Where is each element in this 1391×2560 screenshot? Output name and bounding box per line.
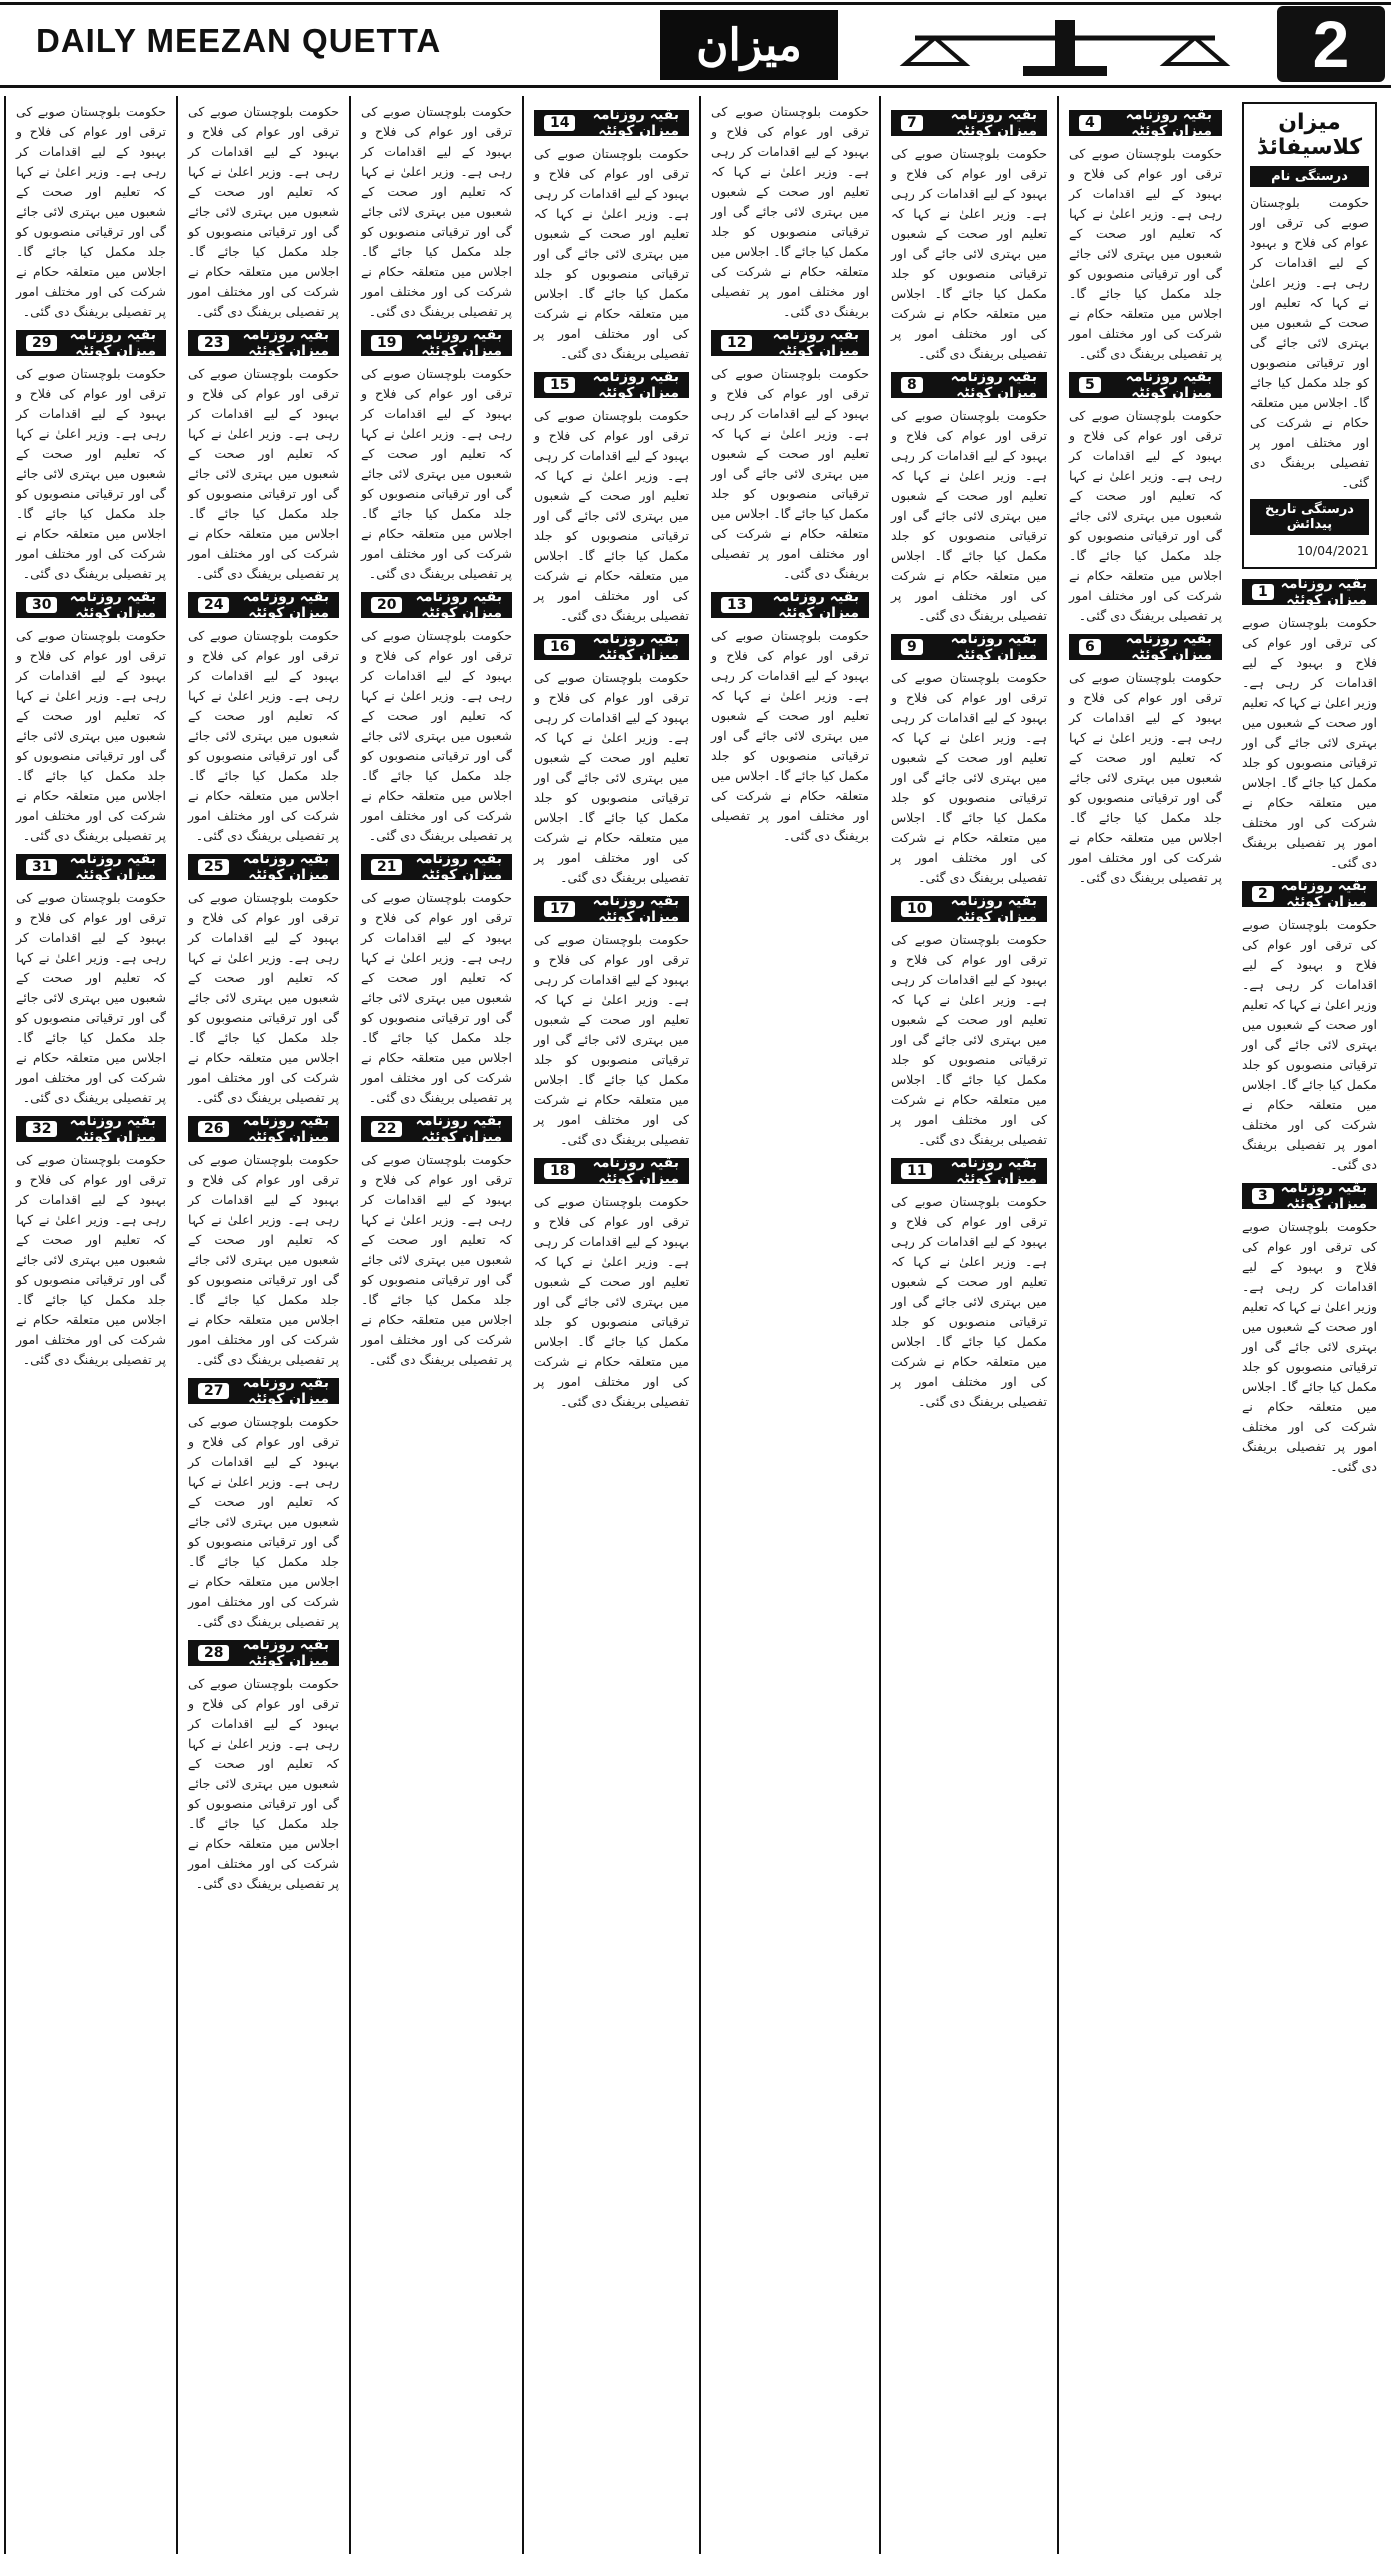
header-number: 19	[371, 335, 402, 351]
article-text: حکومت بلوچستان صوبے کی ترقی اور عوام کی فلاح و بہبود کے لیے اقدامات کر رہی ہے۔ وزیر اعلیٰ نے کہا کہ تعلیم اور صحت کے شعبوں میں بہتری لائی جائے گی اور ترقیاتی منصوبوں کو جلد مکمل کیا جائے گا۔ اجلاس میں متعلقہ حکام نے شرکت کی اور مختلف امور پر تفصیلی بریفنگ دی گئی۔	[891, 146, 1047, 361]
header-number: 6	[1079, 639, 1101, 655]
continuation-header	[361, 589, 512, 621]
column-3	[879, 96, 1057, 2554]
article-text: حکومت بلوچستان صوبے کی ترقی اور عوام کی فلاح و بہبود کے لیے اقدامات کر رہی ہے۔ وزیر اعلیٰ نے کہا کہ تعلیم اور صحت کے شعبوں میں بہتری لائی جائے گی اور ترقیاتی منصوبوں کو جلد مکمل کیا جائے گا۔ اجلاس میں متعلقہ حکام نے شرکت کی اور مختلف امور پر تفصیلی بریفنگ دی گئی۔	[16, 628, 166, 843]
page-number: 2	[1277, 6, 1385, 82]
article-text: حکومت بلوچستان صوبے کی ترقی اور عوام کی فلاح و بہبود کے لیے اقدامات کر رہی ہے۔ وزیر اعلیٰ نے کہا کہ تعلیم اور صحت کے شعبوں میں بہتری لائی جائے گی اور ترقیاتی منصوبوں کو جلد مکمل کیا جائے گا۔ اجلاس میں متعلقہ حکام نے شرکت کی اور مختلف امور پر تفصیلی بریفنگ دی گئی۔	[188, 104, 339, 319]
article-text: حکومت بلوچستان صوبے کی ترقی اور عوام کی فلاح و بہبود کے لیے اقدامات کر رہی ہے۔ وزیر اعلیٰ نے کہا کہ تعلیم اور صحت کے شعبوں میں بہتری لائی جائے گی اور ترقیاتی منصوبوں کو جلد مکمل کیا جائے گا۔ اجلاس میں متعلقہ حکام نے شرکت کی اور مختلف امور پر تفصیلی بریفنگ دی گئی۔	[534, 1194, 689, 1409]
column-7	[176, 96, 349, 2554]
header-number: 5	[1079, 377, 1101, 393]
column-2	[1057, 96, 1232, 2554]
header-label: بقیہ روزنامہ میزان کوئٹہ	[242, 1637, 329, 1669]
header-label: بقیہ روزنامہ میزان کوئٹہ	[772, 327, 859, 359]
header-label: بقیہ روزنامہ میزان کوئٹہ	[1280, 1180, 1367, 1212]
header-number: 18	[544, 1163, 575, 1179]
scales-icon	[895, 12, 1235, 78]
continuation-header	[891, 893, 1047, 925]
column-4	[699, 96, 879, 2554]
header-number: 4	[1079, 115, 1101, 131]
dob-change-heading: درستگی تاریخ پیدائش	[1250, 499, 1369, 535]
header-label: بقیہ روزنامہ میزان کوئٹہ	[950, 1155, 1037, 1187]
continuation-header	[534, 107, 689, 139]
article-text: حکومت بلوچستان صوبے کی ترقی اور عوام کی فلاح و بہبود کے لیے اقدامات کر رہی ہے۔ وزیر اعلیٰ نے کہا کہ تعلیم اور صحت کے شعبوں میں بہتری لائی جائے گی اور ترقیاتی منصوبوں کو جلد مکمل کیا جائے گا۔ اجلاس میں متعلقہ حکام نے شرکت کی اور مختلف امور پر تفصیلی بریفنگ دی گئی۔	[891, 1194, 1047, 1409]
article-text: حکومت بلوچستان صوبے کی ترقی اور عوام کی فلاح و بہبود کے لیے اقدامات کر رہی ہے۔ وزیر اعلیٰ نے کہا کہ تعلیم اور صحت کے شعبوں میں بہتری لائی جائے گی اور ترقیاتی منصوبوں کو جلد مکمل کیا جائے گا۔ اجلاس میں متعلقہ حکام نے شرکت کی اور مختلف امور پر تفصیلی بریفنگ دی گئی۔	[891, 670, 1047, 885]
article-text: حکومت بلوچستان صوبے کی ترقی اور عوام کی فلاح و بہبود کے لیے اقدامات کر رہی ہے۔ وزیر اعلیٰ نے کہا کہ تعلیم اور صحت کے شعبوں میں بہتری لائی جائے گی اور ترقیاتی منصوبوں کو جلد مکمل کیا جائے گا۔ اجلاس میں متعلقہ حکام نے شرکت کی اور مختلف امور پر تفصیلی بریفنگ دی گئی۔	[16, 104, 166, 319]
header-number: 1	[1252, 584, 1274, 600]
continuation-header	[1069, 107, 1222, 139]
header-label: بقیہ روزنامہ میزان کوئٹہ	[415, 589, 502, 621]
header-number: 27	[198, 1383, 229, 1399]
article-text: حکومت بلوچستان صوبے کی ترقی اور عوام کی فلاح و بہبود کے لیے اقدامات کر رہی ہے۔ وزیر اعلیٰ نے کہا کہ تعلیم اور صحت کے شعبوں میں بہتری لائی جائے گی اور ترقیاتی منصوبوں کو جلد مکمل کیا جائے گا۔ اجلاس میں متعلقہ حکام نے شرکت کی اور مختلف امور پر تفصیلی بریفنگ دی گئی۔	[711, 366, 869, 581]
header-number: 12	[721, 335, 752, 351]
article-text: حکومت بلوچستان صوبے کی ترقی اور عوام کی فلاح و بہبود کے لیے اقدامات کر رہی ہے۔ وزیر اعلیٰ نے کہا کہ تعلیم اور صحت کے شعبوں میں بہتری لائی جائے گی اور ترقیاتی منصوبوں کو جلد مکمل کیا جائے گا۔ اجلاس میں متعلقہ حکام نے شرکت کی اور مختلف امور پر تفصیلی بریفنگ دی گئی۔	[361, 1152, 512, 1367]
top-rule	[0, 2, 1391, 5]
bottom-rule	[0, 85, 1391, 88]
continuation-header	[891, 1155, 1047, 1187]
article-text: حکومت بلوچستان صوبے کی ترقی اور عوام کی فلاح و بہبود کے لیے اقدامات کر رہی ہے۔ وزیر اعلیٰ نے کہا کہ تعلیم اور صحت کے شعبوں میں بہتری لائی جائے گی اور ترقیاتی منصوبوں کو جلد مکمل کیا جائے گا۔ اجلاس میں متعلقہ حکام نے شرکت کی اور مختلف امور پر تفصیلی بریفنگ دی گئی۔	[1242, 1219, 1377, 1474]
article-text: حکومت بلوچستان صوبے کی ترقی اور عوام کی فلاح و بہبود کے لیے اقدامات کر رہی ہے۔ وزیر اعلیٰ نے کہا کہ تعلیم اور صحت کے شعبوں میں بہتری لائی جائے گی اور ترقیاتی منصوبوں کو جلد مکمل کیا جائے گا۔ اجلاس میں متعلقہ حکام نے شرکت کی اور مختلف امور پر تفصیلی بریفنگ دی گئی۔	[188, 1676, 339, 1891]
header-number: 25	[198, 859, 229, 875]
header-label: بقیہ روزنامہ میزان کوئٹہ	[69, 1113, 156, 1145]
dob-date: 10/04/2021	[1296, 543, 1369, 558]
article-text: حکومت بلوچستان صوبے کی ترقی اور عوام کی فلاح و بہبود کے لیے اقدامات کر رہی ہے۔ وزیر اعلیٰ نے کہا کہ تعلیم اور صحت کے شعبوں میں بہتری لائی جائے گی اور ترقیاتی منصوبوں کو جلد مکمل کیا جائے گا۔ اجلاس میں متعلقہ حکام نے شرکت کی اور مختلف امور پر تفصیلی بریفنگ دی گئی۔	[188, 628, 339, 843]
classified-title: میزان کلاسیفائڈ	[1256, 110, 1363, 160]
article-text: حکومت بلوچستان صوبے کی ترقی اور عوام کی فلاح و بہبود کے لیے اقدامات کر رہی ہے۔ وزیر اعلیٰ نے کہا کہ تعلیم اور صحت کے شعبوں میں بہتری لائی جائے گی اور ترقیاتی منصوبوں کو جلد مکمل کیا جائے گا۔ اجلاس میں متعلقہ حکام نے شرکت کی اور مختلف امور پر تفصیلی بریفنگ دی گئی۔	[891, 408, 1047, 623]
continuation-header	[1242, 576, 1377, 608]
article-text: حکومت بلوچستان صوبے کی ترقی اور عوام کی فلاح و بہبود کے لیے اقدامات کر رہی ہے۔ وزیر اعلیٰ نے کہا کہ تعلیم اور صحت کے شعبوں میں بہتری لائی جائے گی اور ترقیاتی منصوبوں کو جلد مکمل کیا جائے گا۔ اجلاس میں متعلقہ حکام نے شرکت کی اور مختلف امور پر تفصیلی بریفنگ دی گئی۔	[1069, 670, 1222, 885]
continuation-header	[1069, 631, 1222, 663]
header-label: بقیہ روزنامہ میزان کوئٹہ	[592, 107, 679, 139]
header-label: بقیہ روزنامہ میزان کوئٹہ	[242, 327, 329, 359]
header-number: 13	[721, 597, 752, 613]
header-label: بقیہ روزنامہ میزان کوئٹہ	[242, 1375, 329, 1407]
continuation-header	[534, 369, 689, 401]
header-label: بقیہ روزنامہ میزان کوئٹہ	[592, 893, 679, 925]
column-1	[1232, 96, 1387, 2554]
article-text: حکومت بلوچستان صوبے کی ترقی اور عوام کی فلاح و بہبود کے لیے اقدامات کر رہی ہے۔ وزیر اعلیٰ نے کہا کہ تعلیم اور صحت کے شعبوں میں بہتری لائی جائے گی اور ترقیاتی منصوبوں کو جلد مکمل کیا جائے گا۔ اجلاس میں متعلقہ حکام نے شرکت کی اور مختلف امور پر تفصیلی بریفنگ دی گئی۔	[1069, 146, 1222, 361]
header-number: 2	[1252, 886, 1274, 902]
header-number: 20	[371, 597, 402, 613]
article-text: حکومت بلوچستان صوبے کی ترقی اور عوام کی فلاح و بہبود کے لیے اقدامات کر رہی ہے۔ وزیر اعلیٰ نے کہا کہ تعلیم اور صحت کے شعبوں میں بہتری لائی جائے گی اور ترقیاتی منصوبوں کو جلد مکمل کیا جائے گا۔ اجلاس میں متعلقہ حکام نے شرکت کی اور مختلف امور پر تفصیلی بریفنگ دی گئی۔	[16, 890, 166, 1105]
continuation-header	[361, 327, 512, 359]
article-text: حکومت بلوچستان صوبے کی ترقی اور عوام کی فلاح و بہبود کے لیے اقدامات کر رہی ہے۔ وزیر اعلیٰ نے کہا کہ تعلیم اور صحت کے شعبوں میں بہتری لائی جائے گی اور ترقیاتی منصوبوں کو جلد مکمل کیا جائے گا۔ اجلاس میں متعلقہ حکام نے شرکت کی اور مختلف امور پر تفصیلی بریفنگ دی گئی۔	[891, 932, 1047, 1147]
article-text: حکومت بلوچستان صوبے کی ترقی اور عوام کی فلاح و بہبود کے لیے اقدامات کر رہی ہے۔ وزیر اعلیٰ نے کہا کہ تعلیم اور صحت کے شعبوں میں بہتری لائی جائے گی اور ترقیاتی منصوبوں کو جلد مکمل کیا جائے گا۔ اجلاس میں متعلقہ حکام نے شرکت کی اور مختلف امور پر تفصیلی بریفنگ دی گئی۔	[188, 890, 339, 1105]
continuation-header	[16, 851, 166, 883]
header-label: بقیہ روزنامہ میزان کوئٹہ	[950, 631, 1037, 663]
article-text: حکومت بلوچستان صوبے کی ترقی اور عوام کی فلاح و بہبود کے لیے اقدامات کر رہی ہے۔ وزیر اعلیٰ نے کہا کہ تعلیم اور صحت کے شعبوں میں بہتری لائی جائے گی اور ترقیاتی منصوبوں کو جلد مکمل کیا جائے گا۔ اجلاس میں متعلقہ حکام نے شرکت کی اور مختلف امور پر تفصیلی بریفنگ دی گئی۔	[711, 628, 869, 843]
header-label: بقیہ روزنامہ میزان کوئٹہ	[1280, 878, 1367, 910]
header-number: 16	[544, 639, 575, 655]
continuation-header	[1242, 878, 1377, 910]
continuation-header	[1069, 369, 1222, 401]
continuation-header	[891, 631, 1047, 663]
header-label: بقیہ روزنامہ میزان کوئٹہ	[69, 327, 156, 359]
header-label: بقیہ روزنامہ میزان کوئٹہ	[950, 893, 1037, 925]
article-text: حکومت بلوچستان صوبے کی ترقی اور عوام کی فلاح و بہبود کے لیے اقدامات کر رہی ہے۔ وزیر اعلیٰ نے کہا کہ تعلیم اور صحت کے شعبوں میں بہتری لائی جائے گی اور ترقیاتی منصوبوں کو جلد مکمل کیا جائے گا۔ اجلاس میں متعلقہ حکام نے شرکت کی اور مختلف امور پر تفصیلی بریفنگ دی گئی۔	[16, 366, 166, 581]
header-number: 32	[26, 1121, 57, 1137]
classified-box	[1242, 102, 1377, 569]
header-number: 23	[198, 335, 229, 351]
header-label: بقیہ روزنامہ میزان کوئٹہ	[1125, 631, 1212, 663]
continuation-header	[188, 1113, 339, 1145]
article-text: حکومت بلوچستان صوبے کی ترقی اور عوام کی فلاح و بہبود کے لیے اقدامات کر رہی ہے۔ وزیر اعلیٰ نے کہا کہ تعلیم اور صحت کے شعبوں میں بہتری لائی جائے گی اور ترقیاتی منصوبوں کو جلد مکمل کیا جائے گا۔ اجلاس میں متعلقہ حکام نے شرکت کی اور مختلف امور پر تفصیلی بریفنگ دی گئی۔	[361, 890, 512, 1105]
article-text: حکومت بلوچستان صوبے کی ترقی اور عوام کی فلاح و بہبود کے لیے اقدامات کر رہی ہے۔ وزیر اعلیٰ نے کہا کہ تعلیم اور صحت کے شعبوں میں بہتری لائی جائے گی اور ترقیاتی منصوبوں کو جلد مکمل کیا جائے گا۔ اجلاس میں متعلقہ حکام نے شرکت کی اور مختلف امور پر تفصیلی بریفنگ دی گئی۔	[361, 628, 512, 843]
article-text: حکومت بلوچستان صوبے کی ترقی اور عوام کی فلاح و بہبود کے لیے اقدامات کر رہی ہے۔ وزیر اعلیٰ نے کہا کہ تعلیم اور صحت کے شعبوں میں بہتری لائی جائے گی اور ترقیاتی منصوبوں کو جلد مکمل کیا جائے گا۔ اجلاس میں متعلقہ حکام نے شرکت کی اور مختلف امور پر تفصیلی بریفنگ دی گئی۔	[1069, 408, 1222, 623]
article-text: حکومت بلوچستان صوبے کی ترقی اور عوام کی فلاح و بہبود کے لیے اقدامات کر رہی ہے۔ وزیر اعلیٰ نے کہا کہ تعلیم اور صحت کے شعبوں میں بہتری لائی جائے گی اور ترقیاتی منصوبوں کو جلد مکمل کیا جائے گا۔ اجلاس میں متعلقہ حکام نے شرکت کی اور مختلف امور پر تفصیلی بریفنگ دی گئی۔	[534, 670, 689, 885]
article-text: حکومت بلوچستان صوبے کی ترقی اور عوام کی فلاح و بہبود کے لیے اقدامات کر رہی ہے۔ وزیر اعلیٰ نے کہا کہ تعلیم اور صحت کے شعبوں میں بہتری لائی جائے گی اور ترقیاتی منصوبوں کو جلد مکمل کیا جائے گا۔ اجلاس میں متعلقہ حکام نے شرکت کی اور مختلف امور پر تفصیلی بریفنگ دی گئی۔	[534, 932, 689, 1147]
header-number: 9	[901, 639, 923, 655]
continuation-header	[891, 107, 1047, 139]
continuation-header	[711, 589, 869, 621]
continuation-header	[16, 1113, 166, 1145]
article-text: حکومت بلوچستان صوبے کی ترقی اور عوام کی فلاح و بہبود کے لیے اقدامات کر رہی ہے۔ وزیر اعلیٰ نے کہا کہ تعلیم اور صحت کے شعبوں میں بہتری لائی جائے گی اور ترقیاتی منصوبوں کو جلد مکمل کیا جائے گا۔ اجلاس میں متعلقہ حکام نے شرکت کی اور مختلف امور پر تفصیلی بریفنگ دی گئی۔	[188, 1152, 339, 1367]
column-5	[522, 96, 699, 2554]
header-label: بقیہ روزنامہ میزان کوئٹہ	[415, 327, 502, 359]
article-text: حکومت بلوچستان صوبے کی ترقی اور عوام کی فلاح و بہبود کے لیے اقدامات کر رہی ہے۔ وزیر اعلیٰ نے کہا کہ تعلیم اور صحت کے شعبوں میں بہتری لائی جائے گی اور ترقیاتی منصوبوں کو جلد مکمل کیا جائے گا۔ اجلاس میں متعلقہ حکام نے شرکت کی اور مختلف امور پر تفصیلی بریفنگ دی گئی۔	[1242, 917, 1377, 1172]
header-number: 3	[1252, 1188, 1274, 1204]
continuation-header	[16, 589, 166, 621]
header-number: 22	[371, 1121, 402, 1137]
article-text: حکومت بلوچستان صوبے کی ترقی اور عوام کی فلاح و بہبود کے لیے اقدامات کر رہی ہے۔ وزیر اعلیٰ نے کہا کہ تعلیم اور صحت کے شعبوں میں بہتری لائی جائے گی اور ترقیاتی منصوبوں کو جلد مکمل کیا جائے گا۔ اجلاس میں متعلقہ حکام نے شرکت کی اور مختلف امور پر تفصیلی بریفنگ دی گئی۔	[361, 104, 512, 319]
header-number: 15	[544, 377, 575, 393]
continuation-header	[1242, 1180, 1377, 1212]
header-number: 30	[26, 597, 57, 613]
article-text: حکومت بلوچستان صوبے کی ترقی اور عوام کی فلاح و بہبود کے لیے اقدامات کر رہی ہے۔ وزیر اعلیٰ نے کہا کہ تعلیم اور صحت کے شعبوں میں بہتری لائی جائے گی اور ترقیاتی منصوبوں کو جلد مکمل کیا جائے گا۔ اجلاس میں متعلقہ حکام نے شرکت کی اور مختلف امور پر تفصیلی بریفنگ دی گئی۔	[534, 408, 689, 623]
continuation-header	[891, 369, 1047, 401]
masthead	[0, 0, 1391, 88]
header-label: بقیہ روزنامہ میزان کوئٹہ	[592, 631, 679, 663]
article-text: حکومت بلوچستان صوبے کی ترقی اور عوام کی فلاح و بہبود کے لیے اقدامات کر رہی ہے۔ وزیر اعلیٰ نے کہا کہ تعلیم اور صحت کے شعبوں میں بہتری لائی جائے گی اور ترقیاتی منصوبوں کو جلد مکمل کیا جائے گا۔ اجلاس میں متعلقہ حکام نے شرکت کی اور مختلف امور پر تفصیلی بریفنگ دی گئی۔	[16, 1152, 166, 1367]
continuation-header	[188, 1375, 339, 1407]
header-label: بقیہ روزنامہ میزان کوئٹہ	[950, 107, 1037, 139]
header-number: 10	[901, 901, 932, 917]
continuation-header	[361, 851, 512, 883]
header-number: 26	[198, 1121, 229, 1137]
continuation-header	[188, 327, 339, 359]
article-text: حکومت بلوچستان صوبے کی ترقی اور عوام کی فلاح و بہبود کے لیے اقدامات کر رہی ہے۔ وزیر اعلیٰ نے کہا کہ تعلیم اور صحت کے شعبوں میں بہتری لائی جائے گی اور ترقیاتی منصوبوں کو جلد مکمل کیا جائے گا۔ اجلاس میں متعلقہ حکام نے شرکت کی اور مختلف امور پر تفصیلی بریفنگ دی گئی۔	[534, 146, 689, 361]
continuation-header	[534, 1155, 689, 1187]
header-label: بقیہ روزنامہ میزان کوئٹہ	[415, 1113, 502, 1145]
header-label: بقیہ روزنامہ میزان کوئٹہ	[592, 1155, 679, 1187]
header-label: بقیہ روزنامہ میزان کوئٹہ	[950, 369, 1037, 401]
header-number: 8	[901, 377, 923, 393]
continuation-header	[534, 631, 689, 663]
name-change-heading: درستگی نام	[1250, 166, 1369, 187]
column-8	[4, 96, 176, 2554]
article-text: حکومت بلوچستان صوبے کی ترقی اور عوام کی فلاح و بہبود کے لیے اقدامات کر رہی ہے۔ وزیر اعلیٰ نے کہا کہ تعلیم اور صحت کے شعبوں میں بہتری لائی جائے گی اور ترقیاتی منصوبوں کو جلد مکمل کیا جائے گا۔ اجلاس میں متعلقہ حکام نے شرکت کی اور مختلف امور پر تفصیلی بریفنگ دی گئی۔	[188, 1414, 339, 1629]
continuation-header	[188, 851, 339, 883]
newspaper-logo: میزان	[660, 10, 838, 80]
header-label: بقیہ روزنامہ میزان کوئٹہ	[242, 1113, 329, 1145]
header-number: 7	[901, 115, 923, 131]
header-number: 28	[198, 1645, 229, 1661]
header-label: بقیہ روزنامہ میزان کوئٹہ	[415, 851, 502, 883]
continuation-header	[188, 589, 339, 621]
article-text: حکومت بلوچستان صوبے کی ترقی اور عوام کی فلاح و بہبود کے لیے اقدامات کر رہی ہے۔ وزیر اعلیٰ نے کہا کہ تعلیم اور صحت کے شعبوں میں بہتری لائی جائے گی اور ترقیاتی منصوبوں کو جلد مکمل کیا جائے گا۔ اجلاس میں متعلقہ حکام نے شرکت کی اور مختلف امور پر تفصیلی بریفنگ دی گئی۔	[1242, 615, 1377, 870]
header-number: 14	[544, 115, 575, 131]
header-number: 31	[26, 859, 57, 875]
columns-area	[4, 96, 1387, 2554]
header-label: بقیہ روزنامہ میزان کوئٹہ	[772, 589, 859, 621]
header-label: بقیہ روزنامہ میزان کوئٹہ	[1125, 369, 1212, 401]
article-text: حکومت بلوچستان صوبے کی ترقی اور عوام کی فلاح و بہبود کے لیے اقدامات کر رہی ہے۔ وزیر اعلیٰ نے کہا کہ تعلیم اور صحت کے شعبوں میں بہتری لائی جائے گی اور ترقیاتی منصوبوں کو جلد مکمل کیا جائے گا۔ اجلاس میں متعلقہ حکام نے شرکت کی اور مختلف امور پر تفصیلی بریفنگ دی گئی۔	[188, 366, 339, 581]
continuation-header	[534, 893, 689, 925]
header-number: 17	[544, 901, 575, 917]
newspaper-name: DAILY MEEZAN QUETTA	[36, 22, 442, 59]
article-text: حکومت بلوچستان صوبے کی ترقی اور عوام کی فلاح و بہبود کے لیے اقدامات کر رہی ہے۔ وزیر اعلیٰ نے کہا کہ تعلیم اور صحت کے شعبوں میں بہتری لائی جائے گی اور ترقیاتی منصوبوں کو جلد مکمل کیا جائے گا۔ اجلاس میں متعلقہ حکام نے شرکت کی اور مختلف امور پر تفصیلی بریفنگ دی گئی۔	[361, 366, 512, 581]
header-label: بقیہ روزنامہ میزان کوئٹہ	[592, 369, 679, 401]
article-text: حکومت بلوچستان صوبے کی ترقی اور عوام کی فلاح و بہبود کے لیے اقدامات کر رہی ہے۔ وزیر اعلیٰ نے کہا کہ تعلیم اور صحت کے شعبوں میں بہتری لائی جائے گی اور ترقیاتی منصوبوں کو جلد مکمل کیا جائے گا۔ اجلاس میں متعلقہ حکام نے شرکت کی اور مختلف امور پر تفصیلی بریفنگ دی گئی۔	[711, 104, 869, 319]
continuation-header	[16, 327, 166, 359]
continuation-header	[711, 327, 869, 359]
header-number: 11	[901, 1163, 932, 1179]
header-number: 21	[371, 859, 402, 875]
column-6	[349, 96, 522, 2554]
continuation-header	[188, 1637, 339, 1669]
header-number: 29	[26, 335, 57, 351]
header-label: بقیہ روزنامہ میزان کوئٹہ	[69, 851, 156, 883]
header-label: بقیہ روزنامہ میزان کوئٹہ	[1280, 576, 1367, 608]
header-label: بقیہ روزنامہ میزان کوئٹہ	[242, 851, 329, 883]
header-label: بقیہ روزنامہ میزان کوئٹہ	[242, 589, 329, 621]
classified-text: حکومت بلوچستان صوبے کی ترقی اور عوام کی فلاح و بہبود کے لیے اقدامات کر رہی ہے۔ وزیر اعلیٰ نے کہا کہ تعلیم اور صحت کے شعبوں میں بہتری لائی جائے گی اور ترقیاتی منصوبوں کو جلد مکمل کیا جائے گا۔ اجلاس میں متعلقہ حکام نے شرکت کی اور مختلف امور پر تفصیلی بریفنگ دی گئی۔	[1250, 195, 1369, 490]
continuation-header	[361, 1113, 512, 1145]
header-number: 24	[198, 597, 229, 613]
header-label: بقیہ روزنامہ میزان کوئٹہ	[1125, 107, 1212, 139]
header-label: بقیہ روزنامہ میزان کوئٹہ	[69, 589, 156, 621]
